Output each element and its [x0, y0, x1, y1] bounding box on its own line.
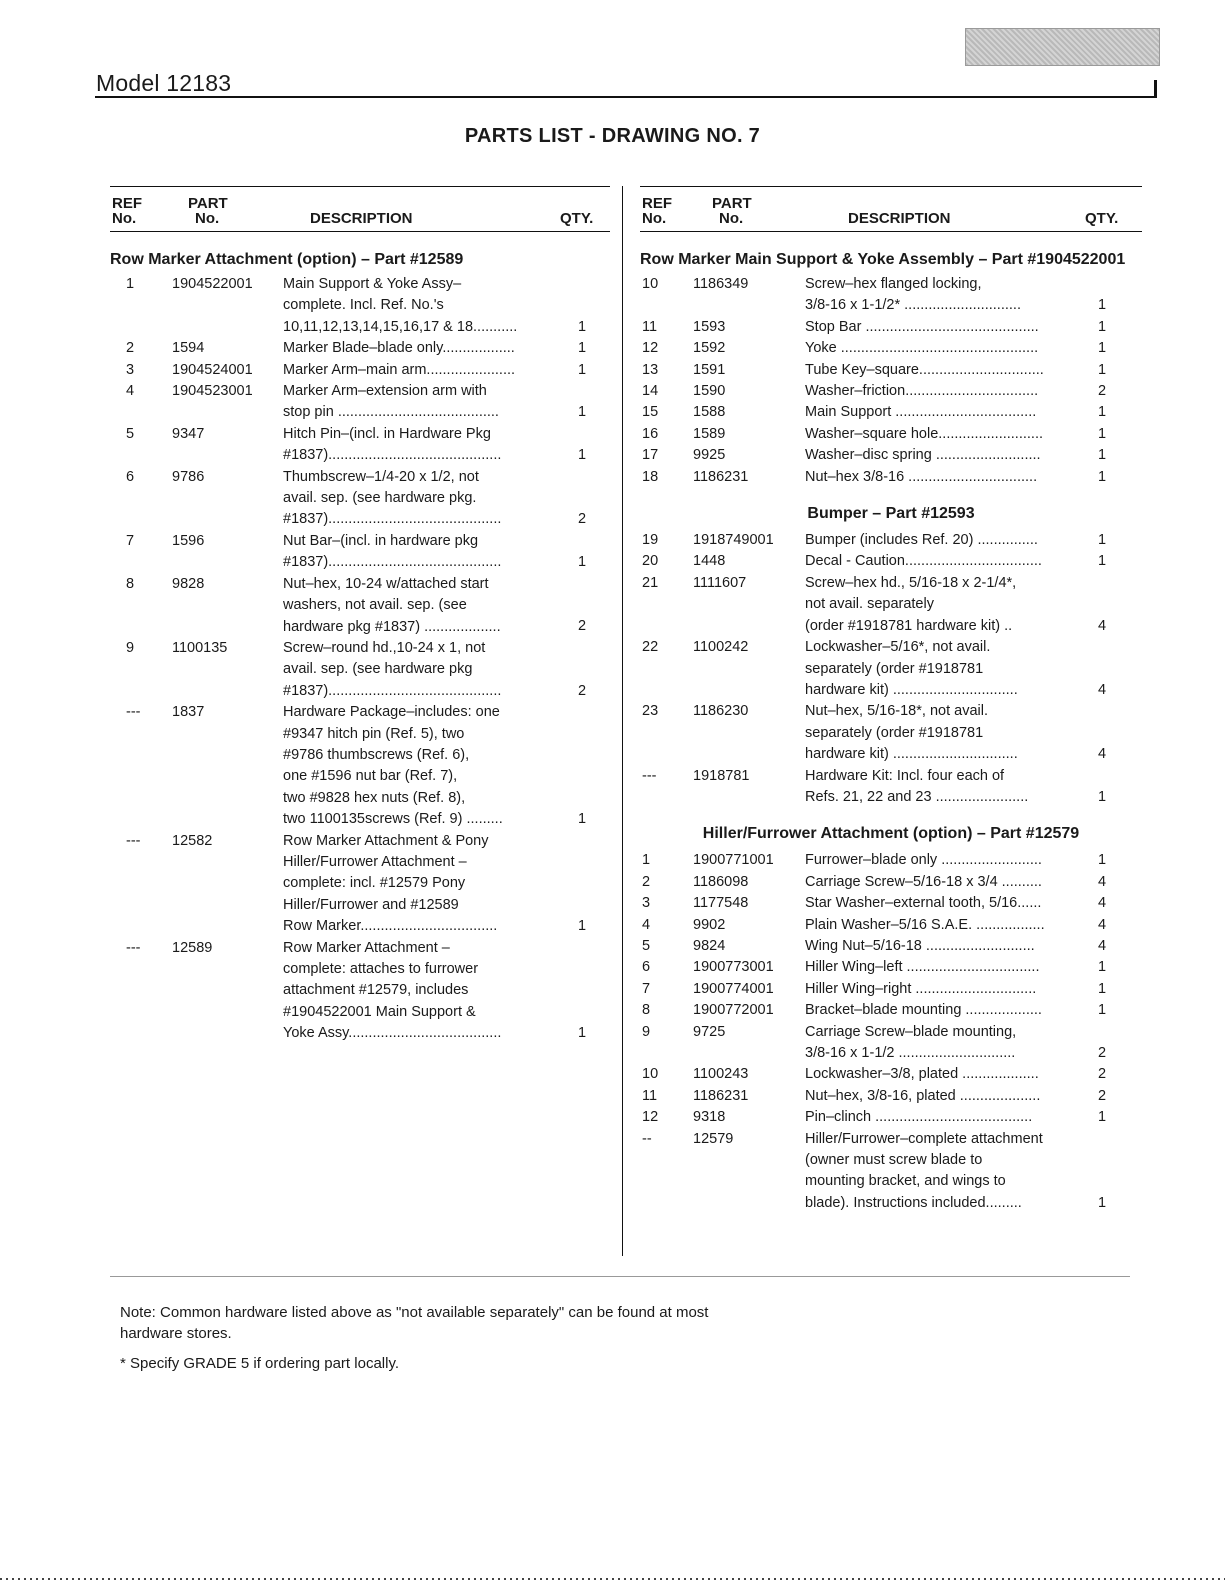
part-header-line1: PART [188, 195, 228, 212]
parts-row [110, 467, 610, 531]
ref-number: 2 [126, 340, 135, 357]
part-description: Nut–hex, 5/16-18*, not avail. separately (order #1918781 hardware kit) ............................... [805, 703, 1018, 763]
quantity: 1 [578, 918, 587, 935]
left-column [110, 186, 610, 1045]
note-hardware: Note: Common hardware listed above as "not available separately" can be found at most hardware stores. [120, 1304, 709, 1342]
ref-number: 1 [642, 852, 651, 869]
note-grade: * Specify GRADE 5 if ordering part locally. [120, 1355, 400, 1372]
part-number: 9902 [693, 916, 726, 933]
part-header-line2: No. [719, 210, 744, 227]
qty-header: QTY. [560, 210, 594, 227]
parts-row [640, 1000, 1142, 1021]
part-description: Bumper (includes Ref. 20) ............... [805, 532, 1038, 549]
part-description: Hiller Wing–left ................................. [805, 959, 1040, 976]
ref-number: --- [126, 832, 141, 849]
part-number: 1596 [172, 532, 205, 549]
parts-row [640, 445, 1142, 466]
quantity: 1 [1098, 361, 1107, 378]
ref-number: 10 [642, 1066, 659, 1083]
part-description: Washer–square hole.......................... [805, 425, 1044, 442]
quantity: 2 [1098, 1044, 1107, 1061]
part-number: 12589 [172, 939, 213, 956]
ref-number: 1 [126, 276, 135, 292]
part-header-line1: PART [712, 195, 752, 212]
part-description: Hitch Pin–(incl. in Hardware Pkg #1837)........................................... [283, 425, 502, 464]
quantity: 1 [578, 811, 587, 828]
ref-number: 21 [642, 574, 659, 591]
ref-header-line2: No. [642, 210, 667, 227]
part-description: Nut–hex 3/8-16 ................................ [805, 468, 1038, 485]
quantity: 1 [578, 340, 587, 357]
ref-header-line2: No. [112, 210, 137, 227]
right-column [640, 186, 1142, 1214]
parts-row [640, 530, 1142, 551]
part-description: Stop Bar ........................................... [805, 318, 1039, 335]
qty-header: QTY. [1085, 210, 1119, 227]
section-title: Row Marker Attachment (option) – Part #12589 [110, 251, 464, 268]
parts-row [640, 402, 1142, 423]
part-description: Washer–friction................................. [805, 383, 1039, 400]
ref-number: 7 [642, 980, 651, 997]
part-number: 1100135 [172, 639, 228, 656]
quantity: 1 [1098, 532, 1107, 549]
quantity: 2 [1098, 383, 1107, 400]
description-header: DESCRIPTION [848, 210, 951, 227]
ref-number: 17 [642, 447, 659, 464]
quantity: 4 [1098, 916, 1107, 933]
quantity: 1 [1098, 340, 1107, 357]
part-description: Hiller Wing–right .............................. [805, 980, 1037, 997]
column-divider [622, 186, 623, 1256]
quantity: 1 [1098, 318, 1107, 335]
parts-row [640, 1064, 1142, 1085]
part-header-line2: No. [195, 210, 220, 227]
part-number: 1177548 [693, 895, 749, 912]
parts-row [640, 1129, 1142, 1215]
part-number: 1111607 [693, 574, 747, 591]
quantity: 4 [1098, 681, 1107, 698]
part-number: 1186231 [693, 468, 749, 485]
parts-row [110, 424, 610, 467]
quantity: 1 [1098, 1194, 1107, 1211]
part-description: Tube Key–square............................... [805, 361, 1044, 378]
ref-number: 11 [642, 318, 658, 335]
part-description: Nut–hex, 10-24 w/attached start washers, not avail. sep. (see hardware pkg #1837) ................... [283, 575, 501, 635]
parts-row [640, 338, 1142, 359]
notes [120, 1302, 740, 1383]
part-number: 1918781 [693, 767, 750, 784]
parts-row [640, 766, 1142, 809]
quantity: 1 [578, 447, 587, 464]
footer-rule [110, 1276, 1130, 1277]
part-number: 1186349 [693, 276, 749, 292]
part-number: 1594 [172, 340, 205, 357]
ref-number: --- [126, 939, 141, 956]
part-number: 1904523001 [172, 383, 253, 400]
part-number: 1904522001 [172, 276, 253, 292]
part-number: 9925 [693, 447, 726, 464]
parts-row [640, 467, 1142, 488]
part-number: 1904524001 [172, 361, 253, 378]
part-number: 1100242 [693, 639, 749, 656]
page-title: PARTS LIST - DRAWING NO. 7 [464, 125, 761, 147]
ref-number: 9 [642, 1023, 651, 1040]
part-description: Lockwasher–5/16*, not avail. separately (order #1918781 hardware kit) ............................... [805, 639, 1018, 698]
quantity: 2 [1098, 1066, 1107, 1083]
ref-number: 22 [642, 639, 659, 656]
part-number: 1186098 [693, 873, 749, 890]
ref-number: 7 [126, 532, 135, 549]
section-title: Bumper – Part #12593 [807, 505, 975, 523]
ref-number: 14 [642, 383, 659, 400]
parts-row [640, 915, 1142, 936]
part-description: Screw–round hd.,10-24 x 1, not avail. sep. (see hardware pkg #1837)........................................... [283, 639, 502, 699]
parts-row [640, 1086, 1142, 1107]
ref-number: 8 [642, 1002, 651, 1019]
part-description: Main Support ................................... [805, 404, 1037, 421]
part-number: 9828 [172, 575, 205, 592]
part-description: Hardware Package–includes: one #9347 hitch pin (Ref. 5), two #9786 thumbscrews (Ref. 6), one #1596 nut bar (Ref. 7), two #9828 hex nuts (Ref. 8), two 1100135screws (Ref. 9) ......... [283, 704, 503, 828]
quantity: 4 [1098, 617, 1107, 634]
part-number: 1589 [693, 425, 726, 442]
parts-row [110, 831, 610, 938]
model-label: Model 12183 [96, 70, 232, 96]
ref-number: 3 [642, 895, 651, 912]
ref-number: --- [126, 704, 141, 721]
parts-row [640, 979, 1142, 1000]
quantity: 4 [1098, 873, 1107, 890]
quantity: 1 [1098, 1109, 1107, 1126]
scan-edge [0, 1578, 1225, 1580]
part-number: 1100243 [693, 1066, 749, 1083]
right-sections [640, 248, 1142, 1214]
ref-header-line1: REF [112, 195, 142, 212]
ref-number: 11 [642, 1087, 658, 1104]
part-number: 9318 [693, 1109, 726, 1126]
quantity: 4 [1098, 895, 1107, 912]
parts-row [110, 938, 610, 1045]
part-number: 1590 [693, 383, 726, 400]
part-description: Marker Arm–main arm...................... [283, 361, 516, 378]
parts-row [640, 1022, 1142, 1065]
description-header: DESCRIPTION [310, 210, 413, 227]
grey-shaded-box [965, 28, 1160, 66]
part-number: 1186231 [693, 1087, 749, 1104]
header-rule [95, 96, 1157, 98]
ref-number: 4 [642, 916, 651, 933]
part-description: Wing Nut–5/16-18 ........................... [805, 937, 1035, 954]
quantity: 1 [1098, 852, 1107, 869]
part-number: 12579 [693, 1130, 734, 1147]
part-description: Lockwasher–3/8, plated ................... [805, 1066, 1039, 1083]
parts-row [640, 424, 1142, 445]
part-number: 1900771001 [693, 852, 774, 869]
part-description: Pin–clinch ....................................... [805, 1109, 1033, 1126]
quantity: 2 [578, 682, 587, 699]
part-number: 1186230 [693, 703, 749, 720]
quantity: 1 [1098, 553, 1107, 570]
ref-number: 19 [642, 532, 659, 549]
quantity: 1 [1098, 980, 1107, 997]
part-number: 9347 [172, 425, 205, 442]
part-description: Row Marker Attachment & Pony Hiller/Furrower Attachment – complete: incl. #12579 Pony Hiller/Furrower and #12589 Row Marker.................................. [283, 832, 498, 935]
quantity: 1 [578, 1025, 587, 1042]
quantity: 1 [1098, 297, 1107, 314]
quantity: 1 [1098, 468, 1107, 485]
ref-header-line1: REF [642, 195, 672, 212]
parts-row [640, 551, 1142, 572]
part-description: Marker Blade–blade only.................. [283, 340, 515, 357]
ref-number: 5 [126, 425, 135, 442]
parts-row [640, 936, 1142, 957]
parts-row [640, 274, 1142, 317]
part-number: 1900772001 [693, 1002, 774, 1019]
parts-row [110, 574, 610, 638]
section-title: Row Marker Main Support & Yoke Assembly – Part #1904522001 [640, 251, 1126, 268]
ref-number: 12 [642, 340, 659, 357]
part-number: 1837 [172, 704, 205, 721]
part-description: Row Marker Attachment – complete: attaches to furrower attachment #12579, includes #1904522001 Main Support & Yoke Assy...................................... [283, 939, 502, 1042]
quantity: 1 [1098, 788, 1107, 805]
part-number: 1591 [693, 361, 726, 378]
part-number: 12582 [172, 832, 213, 849]
part-number: 1900774001 [693, 980, 774, 997]
ref-number: 12 [642, 1109, 659, 1126]
ref-number: 16 [642, 425, 659, 442]
part-description: Star Washer–external tooth, 5/16...... [805, 895, 1042, 912]
part-description: Hiller/Furrower–complete attachment (owner must screw blade to mounting bracket, and wings to blade). Instructions included......... [805, 1130, 1043, 1211]
quantity: 2 [578, 618, 587, 635]
part-description: Main Support & Yoke Assy– complete. Incl. Ref. No.'s 10,11,12,13,14,15,16,17 & 18........... [283, 276, 518, 335]
part-description: Washer–disc spring .......................... [805, 447, 1041, 464]
column-header [110, 186, 610, 232]
parts-row [110, 702, 610, 830]
part-description: Screw–hex flanged locking, 3/8-16 x 1-1/2* ............................. [805, 276, 1021, 314]
quantity: 1 [1098, 959, 1107, 976]
quantity: 4 [1098, 937, 1107, 954]
parts-row [110, 274, 610, 338]
parts-row [640, 637, 1142, 701]
ref-number: 6 [642, 959, 651, 976]
ref-number: 18 [642, 468, 659, 485]
parts-row [640, 850, 1142, 871]
parts-row [110, 381, 610, 424]
parts-row [640, 957, 1142, 978]
ref-number: 3 [126, 361, 135, 378]
part-description: Nut–hex, 3/8-16, plated .................... [805, 1087, 1041, 1104]
parts-row [110, 531, 610, 574]
ref-number: 15 [642, 404, 659, 421]
quantity: 1 [578, 404, 587, 421]
parts-row [640, 893, 1142, 914]
quantity: 1 [578, 361, 587, 378]
parts-row [640, 381, 1142, 402]
parts-row [110, 338, 610, 359]
parts-row [640, 701, 1142, 765]
part-description: Carriage Screw–blade mounting, 3/8-16 x 1-1/2 ............................. [805, 1023, 1017, 1061]
part-description: Plain Washer–5/16 S.A.E. ................. [805, 916, 1045, 933]
part-description: Furrower–blade only ......................... [805, 852, 1042, 869]
part-description: Bracket–blade mounting ................... [805, 1002, 1042, 1019]
part-number: 1593 [693, 318, 726, 335]
ref-number: 23 [642, 703, 659, 720]
part-number: 1900773001 [693, 959, 774, 976]
parts-row [110, 638, 610, 702]
column-header [640, 186, 1142, 232]
quantity: 1 [1098, 404, 1107, 421]
ref-number: 20 [642, 553, 659, 570]
part-number: 9725 [693, 1023, 726, 1040]
ref-number: 9 [126, 639, 135, 656]
part-description: Nut Bar–(incl. in hardware pkg #1837)........................................... [283, 532, 502, 571]
part-description: Thumbscrew–1/4-20 x 1/2, not avail. sep. (see hardware pkg. #1837)........................................... [283, 468, 502, 528]
parts-row [110, 360, 610, 381]
quantity: 1 [578, 318, 587, 335]
quantity: 1 [1098, 425, 1107, 442]
ref-number: 8 [126, 575, 135, 592]
part-number: 1592 [693, 340, 726, 357]
part-number: 9824 [693, 937, 726, 954]
quantity: 1 [1098, 1002, 1107, 1019]
part-description: Yoke ................................................. [805, 340, 1039, 357]
part-number: 1588 [693, 404, 726, 421]
left-sections [110, 248, 610, 1045]
quantity: 1 [1098, 447, 1107, 464]
ref-number: 10 [642, 276, 659, 292]
ref-number: 6 [126, 468, 135, 485]
ref-number: -- [642, 1130, 652, 1147]
ref-number: --- [642, 767, 657, 784]
part-description: Marker Arm–extension arm with stop pin ........................................ [283, 383, 499, 421]
parts-row [640, 573, 1142, 637]
section-title: Hiller/Furrower Attachment (option) – Part #12579 [702, 825, 1080, 843]
part-number: 1448 [693, 553, 726, 570]
parts-row [640, 872, 1142, 893]
parts-row [640, 1107, 1142, 1128]
ref-number: 13 [642, 361, 659, 378]
quantity: 2 [1098, 1087, 1107, 1104]
parts-row [640, 317, 1142, 338]
parts-row [640, 360, 1142, 381]
ref-number: 5 [642, 937, 651, 954]
ref-number: 4 [126, 383, 135, 400]
quantity: 4 [1098, 746, 1107, 763]
part-description: Screw–hex hd., 5/16-18 x 2-1/4*, not avail. separately (order #1918781 hardware kit) .. [805, 574, 1017, 634]
part-description: Carriage Screw–5/16-18 x 3/4 .......... [805, 873, 1042, 890]
part-number: 1918749001 [693, 532, 774, 549]
part-description: Hardware Kit: Incl. four each of Refs. 21, 22 and 23 ....................... [805, 767, 1029, 805]
ref-number: 2 [642, 873, 651, 890]
part-number: 9786 [172, 468, 205, 485]
quantity: 2 [578, 511, 587, 528]
quantity: 1 [578, 554, 587, 571]
part-description: Decal - Caution.................................. [805, 553, 1042, 570]
